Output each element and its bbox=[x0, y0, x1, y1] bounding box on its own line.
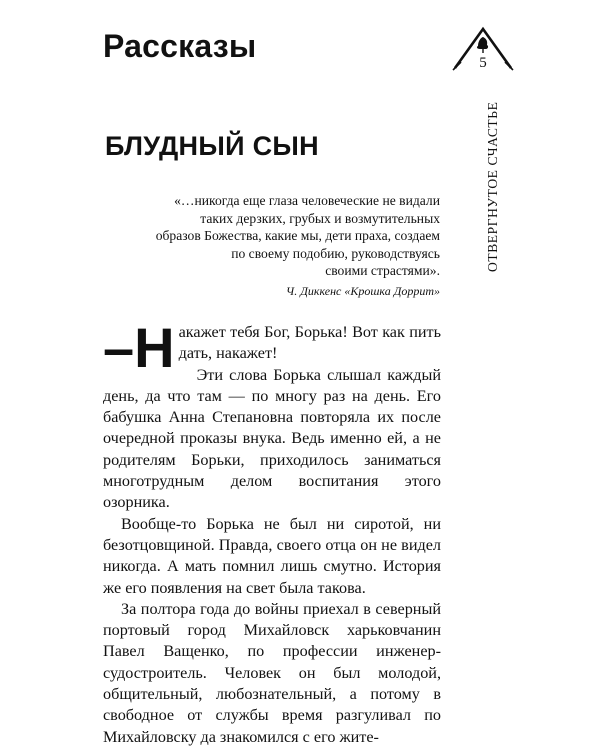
story-title: БЛУДНЫЙ СЫН bbox=[105, 131, 319, 161]
epigraph-line: своими страстями». bbox=[325, 263, 440, 278]
epigraph-text bbox=[110, 192, 440, 280]
paragraph: Эти слова Борька слышал каждый день, да что там — по многу раз на день. Его бабушка Анна Степановна повторяла их после очередной проказы внука. Ведь именно ей, а не родителям Борьки, приходилось заниматься многотрудным делом воспитания этого озорника. bbox=[103, 365, 441, 512]
paragraph-text: акажет тебя Бог, Борька! Вот как пить дать, накажет! bbox=[178, 323, 441, 363]
running-head: ОТВЕРГНУТОЕ СЧАСТЬЕ bbox=[485, 101, 500, 272]
story-body bbox=[103, 316, 441, 748]
epigraph-attribution: Ч. Диккенс «Крошка Доррит» bbox=[285, 283, 440, 298]
drop-cap: –Н bbox=[103, 316, 175, 379]
epigraph-line: образов Божества, какие мы, дети праха, создаем bbox=[155, 228, 440, 243]
page-number: 5 bbox=[479, 55, 487, 71]
section-title: Рассказы bbox=[103, 28, 257, 64]
paragraph: Вообще-то Борька не был ни сиротой, ни безотцовщиной. Правда, своего отца он не видел никогда. А мать помнил лишь смутно. История же его появления на свет была такова. bbox=[103, 514, 441, 597]
paragraph bbox=[103, 316, 441, 379]
paragraph: За полтора года до войны приехал в северный портовый город Михайловск харьковчанин Павел Ващенко, по профессии инженер-судостроитель. Человек он был молодой, общительный, любознательный, а потому в свободное от службы время разгуливал по Михайловску да знакомился с его жите- bbox=[103, 599, 441, 746]
epigraph bbox=[110, 192, 440, 300]
epigraph-line: «…никогда еще глаза человеческие не видали bbox=[174, 193, 440, 208]
epigraph-line: таких дерзких, грубых и возмутительных bbox=[200, 210, 440, 226]
epigraph-line: по своему подобию, руководствуясь bbox=[231, 245, 440, 261]
